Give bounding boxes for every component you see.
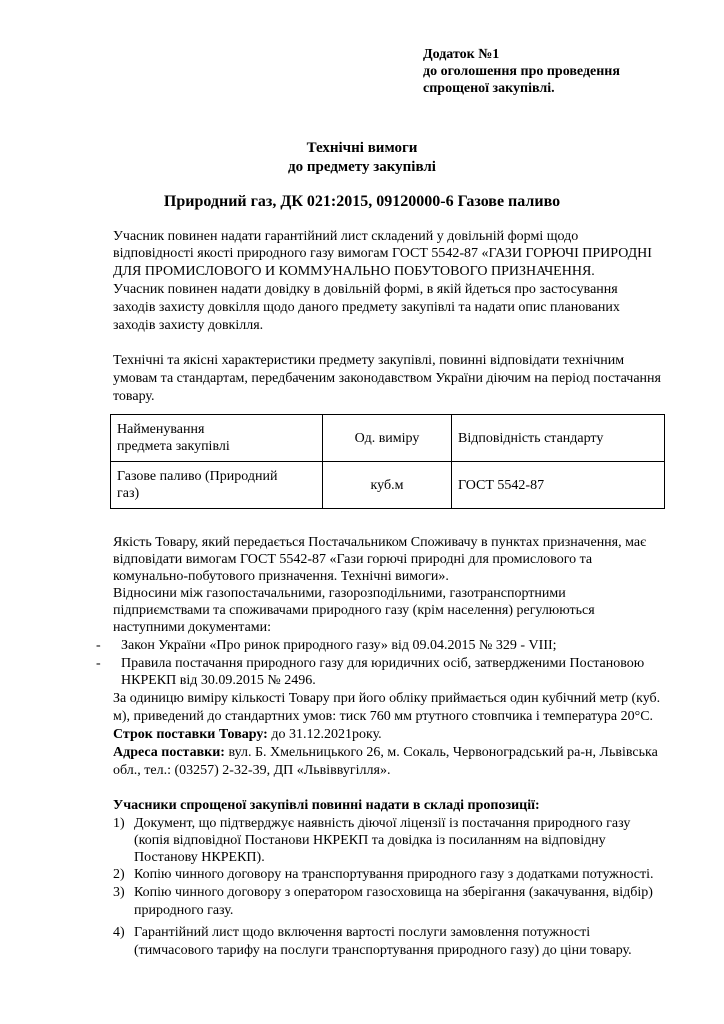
participant-item-3-line-2: природного газу. xyxy=(134,903,234,918)
participant-item-1-line-2: (копія відповідної Постанови НКРЕКП та довідка із посиланням на відповідну xyxy=(134,833,606,848)
row-name-line-2: газ) xyxy=(117,486,140,501)
list-dash-2: - xyxy=(96,656,101,671)
quality-line-1: Якість Товару, який передається Постачальником Споживачу в пунктах призначення, має xyxy=(113,535,647,550)
doc-item-2-line-2: НКРЕКП від 30.09.2015 № 2496. xyxy=(121,673,316,688)
quality-line-6: наступними документами: xyxy=(113,620,272,635)
delivery-address-value-1: вул. Б. Хмельницького 26, м. Сокаль, Червоноградський ра-н, Львівська xyxy=(224,745,658,760)
table-row xyxy=(111,462,665,509)
header-name-line-1: Найменування xyxy=(117,422,205,437)
row-name-cell xyxy=(111,462,323,509)
doc-item-2-line-1: Правила постачання природного газу для юридичних осіб, затвердженими Постановою xyxy=(121,656,645,671)
annex-line-1: Додаток №1 xyxy=(423,47,500,62)
quality-line-2: відповідати вимогам ГОСТ 5542-87 «Гази горючі природні для промислового та xyxy=(113,552,593,567)
participant-item-2-num: 2) xyxy=(113,867,125,882)
intro-line-1: Учасник повинен надати гарантійний лист складений у довільній формі щодо xyxy=(113,229,579,244)
participant-item-2-line-1: Копію чинного договору на транспортування природного газу з додатками потужності. xyxy=(134,867,654,882)
subject-heading: Природний газ, ДК 021:2015, 09120000-6 Газове паливо xyxy=(163,193,561,210)
participant-item-4-num: 4) xyxy=(113,925,125,940)
quality-line-4: Відносини між газопостачальними, газорозподільними, газотранспортними xyxy=(113,586,566,601)
delivery-term xyxy=(113,726,382,743)
measure-line-1: За одиницю виміру кількості Товару при його обліку приймається один кубічний метр (куб. xyxy=(113,691,661,706)
title-line-2: до предмету закупівлі xyxy=(288,159,436,175)
intro-line-6: заходів захисту довкілля. xyxy=(113,318,264,333)
participants-heading: Учасники спрощеної закупівлі повинні надати в складі пропозиції: xyxy=(113,798,540,813)
header-standard-cell: Відповідність стандарту xyxy=(452,415,665,462)
table-header-row xyxy=(111,415,665,462)
delivery-address-label: Адреса поставки: xyxy=(113,745,225,760)
participant-item-1-line-1: Документ, що підтверджує наявність діючої ліцензії із постачання природного газу xyxy=(134,816,631,831)
tech-line-1: Технічні та якісні характеристики предмету закупівлі, повинні відповідати технічним xyxy=(113,353,625,368)
row-standard-cell: ГОСТ 5542-87 xyxy=(452,462,665,509)
participant-item-4-line-1: Гарантійний лист щодо включення вартості послуги замовлення потужності xyxy=(134,925,591,940)
participant-item-1-num: 1) xyxy=(113,816,125,831)
delivery-address xyxy=(113,744,658,761)
participant-item-3-line-1: Копію чинного договору з оператором газосховища на зберігання (закачування, відбір) xyxy=(134,885,653,900)
header-unit-cell: Од. виміру xyxy=(323,415,452,462)
delivery-address-value-2: обл., тел.: (03257) 2-32-39, ДП «Львіввугілля». xyxy=(113,763,391,778)
participant-item-1-line-3: Постанову НКРЕКП). xyxy=(134,850,265,865)
quality-line-3: комунально-побутового призначення. Технічні вимоги». xyxy=(113,569,449,584)
row-name-line-1: Газове паливо (Природний xyxy=(117,469,278,484)
specification-table xyxy=(110,414,665,509)
doc-item-1: Закон України «Про ринок природного газу» від 09.04.2015 № 329 - VIII; xyxy=(121,638,557,653)
intro-line-3: ДЛЯ ПРОМИСЛОВОГО И КОММУНАЛЬНО ПОБУТОВОГО ПРИЗНАЧЕННЯ. xyxy=(113,264,595,279)
list-dash-1: - xyxy=(96,638,101,653)
intro-line-5: заходів захисту довкілля щодо даного предмету закупівлі та надати опис планованих xyxy=(113,300,620,315)
participant-item-4-line-2: (тимчасового тарифу на послуги транспортування природного газу) до ціни товару. xyxy=(134,943,632,958)
quality-line-5: підприємствами та споживачами природного газу (крім населення) регулюються xyxy=(113,603,595,618)
annex-line-2: до оголошення про проведення xyxy=(423,64,620,79)
measure-line-2: м), приведений до стандартних умов: тиск 760 мм ртутного стовпчика і температура 20°С. xyxy=(113,709,654,724)
annex-line-3: спрощеної закупівлі. xyxy=(423,81,555,96)
tech-line-3: товару. xyxy=(113,389,155,404)
header-name-line-2: предмета закупівлі xyxy=(117,439,230,454)
delivery-term-value: до 31.12.2021року. xyxy=(267,727,382,742)
annex-header xyxy=(423,46,620,97)
intro-line-4: Учасник повинен надати довідку в довільній формі, в якій йдеться про застосування xyxy=(113,282,618,297)
tech-line-2: умовам та стандартам, передбаченим законодавством України діючим на період постачання xyxy=(113,371,661,386)
intro-line-2: відповідності якості природного газу вимогам ГОСТ 5542-87 «ГАЗИ ГОРЮЧІ ПРИРОДНІ xyxy=(113,246,652,261)
title-line-1: Технічні вимоги xyxy=(306,140,418,156)
header-name-cell xyxy=(111,415,323,462)
participant-item-3-num: 3) xyxy=(113,885,125,900)
delivery-term-label: Строк поставки Товару: xyxy=(113,727,268,742)
row-unit-cell: куб.м xyxy=(323,462,452,509)
